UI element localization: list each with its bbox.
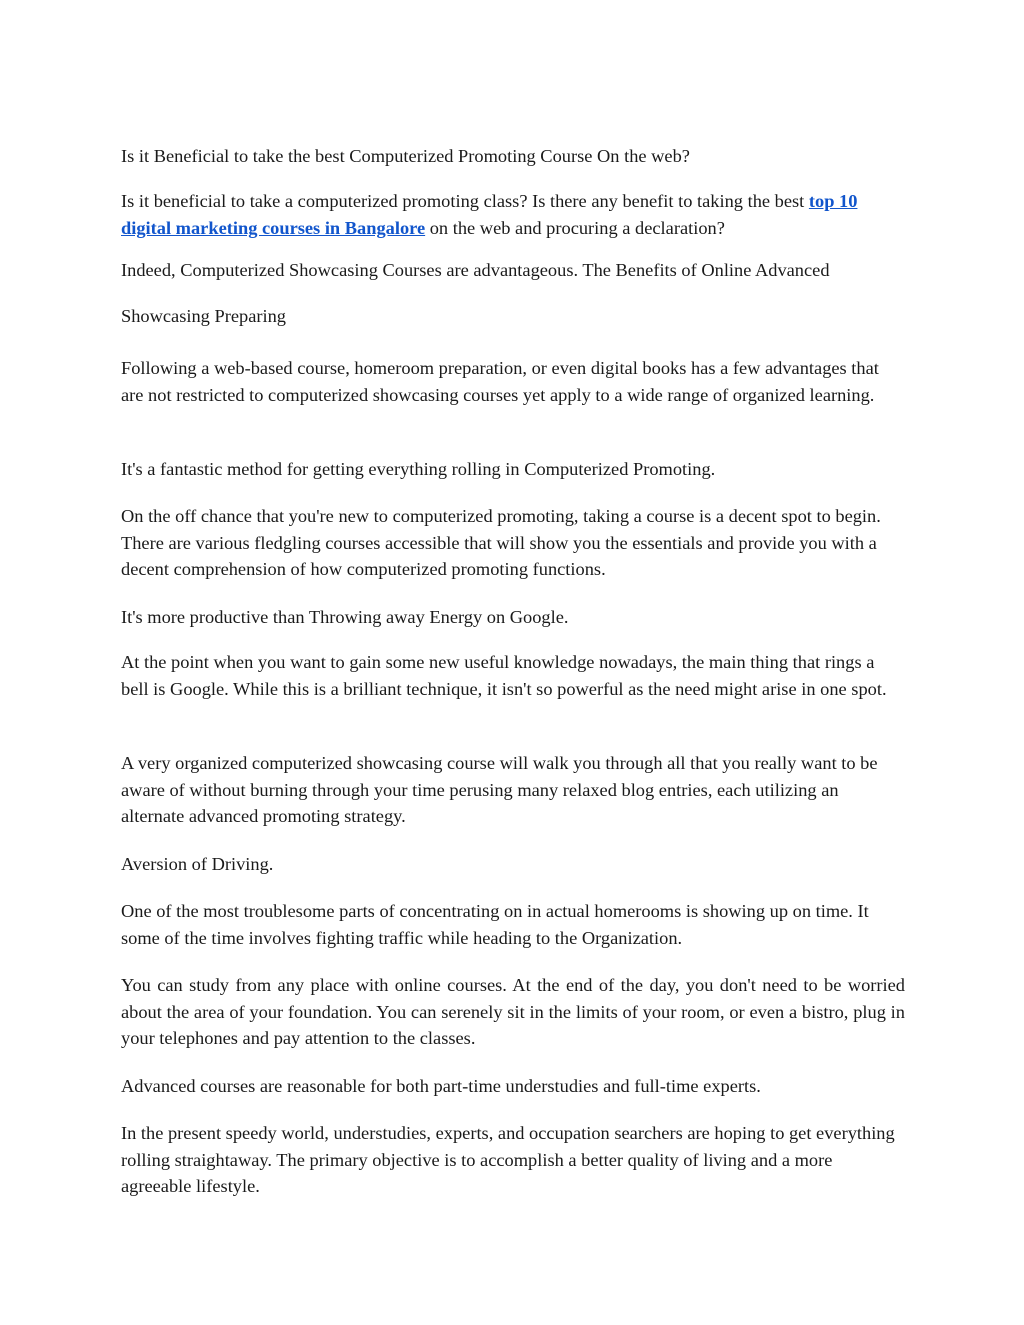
intro-text-after-link: on the web and procuring a declaration? — [425, 217, 725, 238]
intro-paragraph — [121, 188, 905, 241]
paragraph-homerooms: One of the most troublesome parts of concentrating on in actual homerooms is showing up on time. It some of the time involves fighting traffic while heading to the Organization. — [121, 901, 869, 948]
paragraph-google: At the point when you want to gain some new useful knowledge nowadays, the main thing that rings a bell is Google. While this is a brilliant technique, it isn't so powerful as the need might arise in one spot. — [121, 652, 887, 699]
paragraph-heading-productive: It's more productive than Throwing away Energy on Google. — [121, 607, 569, 627]
paragraph-heading-preparing: Showcasing Preparing — [121, 306, 286, 326]
paragraph-new-to-marketing: On the off chance that you're new to computerized promoting, taking a course is a decent spot to begin. There are various fledgling courses accessible that will show you the essentials and provide you with a decent comprehension of how computerized promoting functions. — [121, 506, 881, 580]
paragraph-benefits-line: Indeed, Computerized Showcasing Courses are advantageous. The Benefits of Online Advanced — [121, 260, 830, 280]
paragraph-organized-course: A very organized computerized showcasing course will walk you through all that you really want to be aware of without burning through your time perusing many relaxed blog entries, each utilizing an alternate advanced promoting strategy. — [121, 753, 878, 827]
paragraph-web-based-course: Following a web-based course, homeroom preparation, or even digital books has a few advantages that are not restricted to computerized showcasing courses yet apply to a wide range of organized learning. — [121, 358, 879, 405]
paragraph-heading-driving: Aversion of Driving. — [121, 854, 274, 874]
paragraph-heading-reasonable: Advanced courses are reasonable for both part-time understudies and full-time experts. — [121, 1076, 761, 1096]
paragraph-speedy-world: In the present speedy world, understudies, experts, and occupation searchers are hoping to get everything rolling straightaway. The primary objective is to accomplish a better quality of living and a more agreeable lifestyle. — [121, 1123, 895, 1197]
paragraph-study-anywhere: You can study from any place with online courses. At the end of the day, you don't need to be worried about the area of your foundation. You can serenely sit in the limits of your room, or even a bistro, plug in your telephones and pay attention to the classes. — [121, 975, 905, 1049]
courses-link[interactable]: top 10 digital marketing courses in Bangalore — [121, 191, 858, 238]
intro-text-before-link: Is it beneficial to take a computerized promoting class? Is there any benefit to taking the best — [121, 191, 809, 211]
paragraph-heading-fantastic-method: It's a fantastic method for getting everything rolling in Computerized Promoting. — [121, 459, 716, 479]
document-title: Is it Beneficial to take the best Computerized Promoting Course On the web? — [121, 146, 690, 166]
